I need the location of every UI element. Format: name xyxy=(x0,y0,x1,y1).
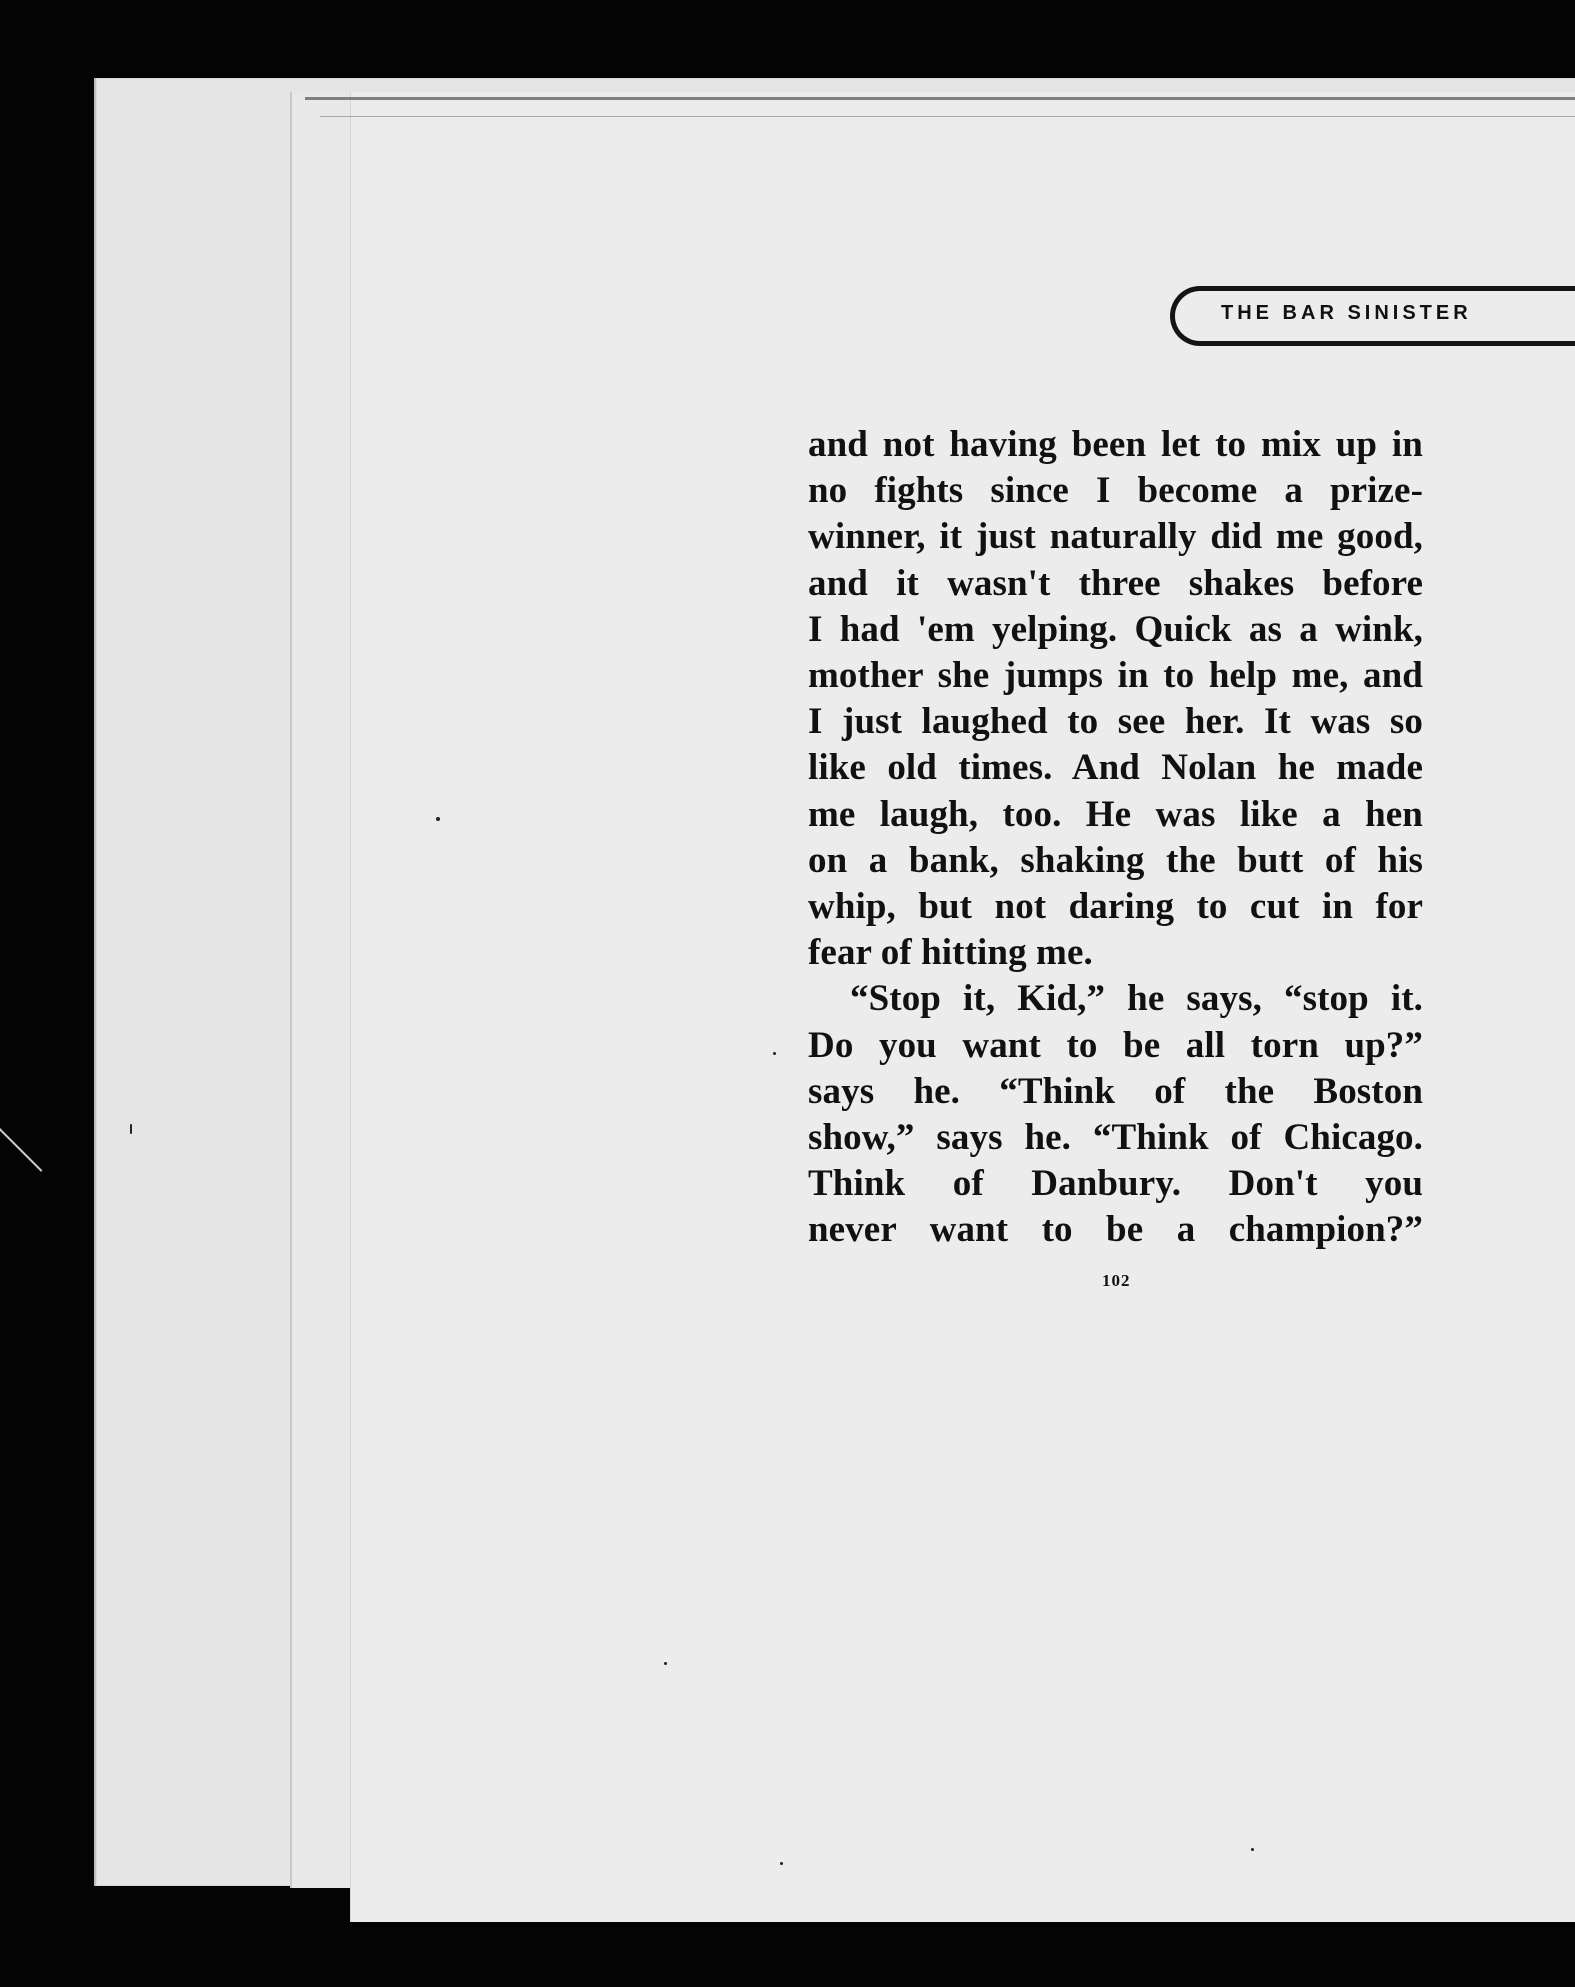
text-line: like old times. And Nolan he made xyxy=(808,747,1423,789)
paper-mark xyxy=(130,1124,132,1134)
text-line: Do you want to be all torn up?” xyxy=(808,1024,1423,1066)
text-line: I just laughed to see her. It was so xyxy=(808,701,1423,743)
top-page-faint-line xyxy=(320,116,1575,117)
text-line: on a bank, shaking the butt of his xyxy=(808,839,1423,881)
text-line: I had 'em yelping. Quick as a wink, xyxy=(808,608,1423,650)
text-line: winner, it just naturally did me good, xyxy=(808,516,1423,558)
running-head: THE BAR SINISTER xyxy=(1221,302,1472,324)
text-line: mother she jumps in to help me, and xyxy=(808,655,1423,697)
page-number: 102 xyxy=(1102,1271,1131,1290)
text-line: me laugh, too. He was like a hen xyxy=(808,793,1423,835)
paper-speck xyxy=(773,1052,776,1055)
text-line: and it wasn't three shakes before xyxy=(808,562,1423,604)
text-line: never want to be a champion?” xyxy=(808,1209,1423,1251)
paper-speck xyxy=(436,817,440,821)
text-line: says he. “Think of the Boston xyxy=(808,1070,1423,1112)
paper-speck xyxy=(780,1862,783,1865)
text-line: “Stop it, Kid,” he says, “stop it. xyxy=(850,978,1423,1020)
text-line: no fights since I become a prize- xyxy=(808,470,1423,512)
paper-speck xyxy=(664,1662,667,1665)
text-line: fear of hitting me. xyxy=(808,932,1093,974)
text-line: and not having been let to mix up in xyxy=(808,424,1423,465)
text-line: show,” says he. “Think of Chicago. xyxy=(808,1117,1423,1159)
top-page-shadow-line xyxy=(305,97,1575,100)
paper-speck xyxy=(1251,1848,1254,1851)
page-body-text xyxy=(808,422,1423,1254)
text-line: whip, but not daring to cut in for xyxy=(808,886,1423,928)
text-line: Think of Danbury. Don't you xyxy=(808,1163,1423,1205)
